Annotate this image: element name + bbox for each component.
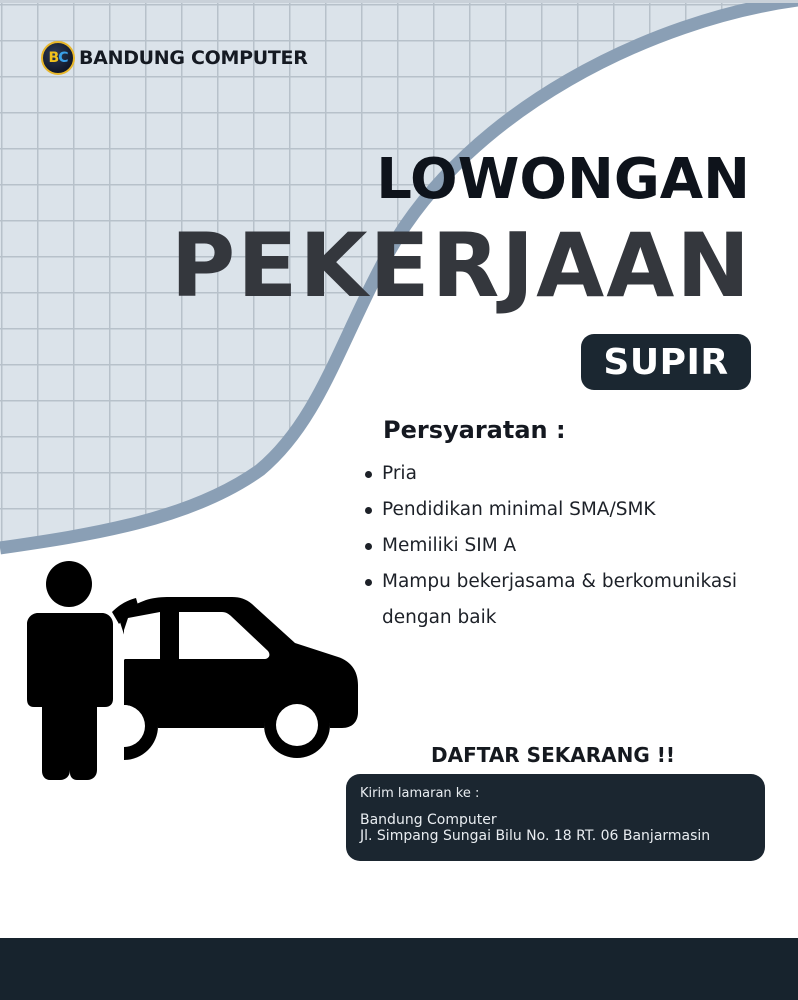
logo-initial-b: B: [48, 50, 59, 66]
headline-line1: LOWONGAN: [376, 147, 750, 212]
requirements-list: [362, 456, 798, 636]
requirement-item: Pendidikan minimal SMA/SMK: [362, 492, 798, 528]
requirement-item: Memiliki SIM A: [362, 528, 798, 564]
call-to-action: DAFTAR SEKARANG !!: [431, 743, 675, 767]
bullet-icon: [365, 471, 372, 478]
brand-name: BANDUNG COMPUTER: [79, 47, 308, 69]
address-company: Bandung Computer: [360, 812, 497, 828]
position-badge: [581, 334, 751, 390]
driver-with-car-icon: [0, 555, 370, 785]
address-box: [346, 774, 765, 861]
requirements-title: Persyaratan :: [383, 416, 566, 444]
position-label: SUPIR: [603, 341, 729, 383]
logo-initial-c: C: [58, 50, 68, 66]
requirement-item: Pria: [362, 456, 798, 492]
brand-logo: [41, 40, 308, 76]
bullet-icon: [365, 507, 372, 514]
logo-badge-icon: [41, 41, 75, 75]
footer-bar: [0, 938, 798, 1000]
requirement-item: Mampu bekerjasama & berkomunikasi dengan baik: [362, 564, 798, 636]
bullet-icon: [365, 543, 372, 550]
headline-line2: PEKERJAAN: [170, 214, 752, 317]
address-street: Jl. Simpang Sungai Bilu No. 18 RT. 06 Banjarmasin: [360, 828, 711, 844]
address-label: Kirim lamaran ke :: [360, 786, 480, 801]
